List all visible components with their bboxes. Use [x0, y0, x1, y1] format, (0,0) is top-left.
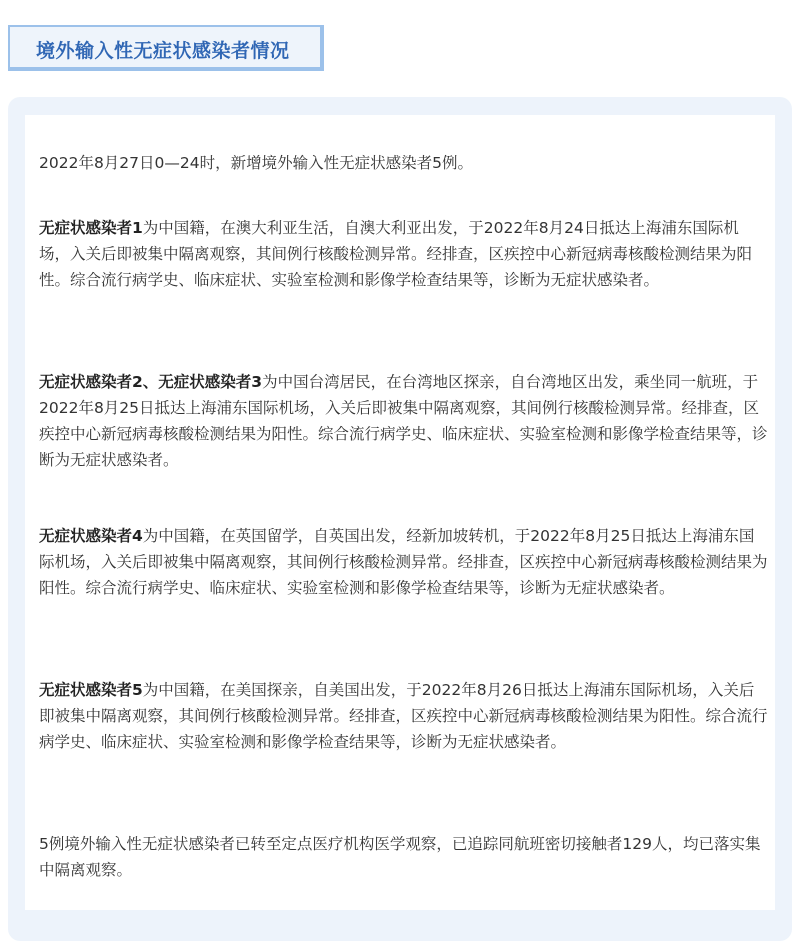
case2-3-text: 为中国台湾居民，在台湾地区探亲，自台湾地区出发，乘坐同一航班，于2022年8月25日抵达上海浦东国际机场，入关后即被集中隔离观察，其间例行核酸检测异常。经排查，区疾控中心新冠病毒核酸检测结果为阳性。综合流行病学史、临床症状、实验室检测和影像学检查结果等，诊断为无症状感染者。: [39, 373, 768, 469]
case4-label: 无症状感染者4: [39, 527, 143, 545]
case5-text: 为中国籍，在美国探亲，自美国出发，于2022年8月26日抵达上海浦东国际机场，入关后即被集中隔离观察，其间例行核酸检测异常。经排查，区疾控中心新冠病毒核酸检测结果为阳性。综合流行病学史、临床症状、实验室检测和影像学检查结果等，诊断为无症状感染者。: [39, 681, 768, 751]
case2-3-label: 无症状感染者2、无症状感染者3: [39, 373, 263, 391]
intro-paragraph: 2022年8月27日0—24时，新增境外输入性无症状感染者5例。: [39, 154, 473, 172]
case1-paragraph: [39, 215, 769, 293]
case2-3-paragraph: [39, 369, 769, 473]
case1-text: 为中国籍，在澳大利亚生活，自澳大利亚出发，于2022年8月24日抵达上海浦东国际机场，入关后即被集中隔离观察，其间例行核酸检测异常。经排查，区疾控中心新冠病毒核酸检测结果为阳性。综合流行病学史、临床症状、实验室检测和影像学检查结果等，诊断为无症状感染者。: [39, 219, 753, 289]
case1-label: 无症状感染者1: [39, 219, 143, 237]
section-title-tab: [8, 25, 324, 71]
case4-paragraph: [39, 523, 769, 601]
case5-paragraph: [39, 677, 769, 755]
case4-text: 为中国籍，在英国留学，自英国出发，经新加坡转机，于2022年8月25日抵达上海浦东国际机场，入关后即被集中隔离观察，其间例行核酸检测异常。经排查，区疾控中心新冠病毒核酸检测结果为阳性。综合流行病学史、临床症状、实验室检测和影像学检查结果等，诊断为无症状感染者。: [39, 527, 768, 597]
section-title: 境外输入性无症状感染者情况: [36, 40, 290, 62]
summary-paragraph: 5例境外输入性无症状感染者已转至定点医疗机构医学观察，已追踪同航班密切接触者129人，均已落实集中隔离观察。: [39, 835, 761, 879]
case5-label: 无症状感染者5: [39, 681, 143, 699]
